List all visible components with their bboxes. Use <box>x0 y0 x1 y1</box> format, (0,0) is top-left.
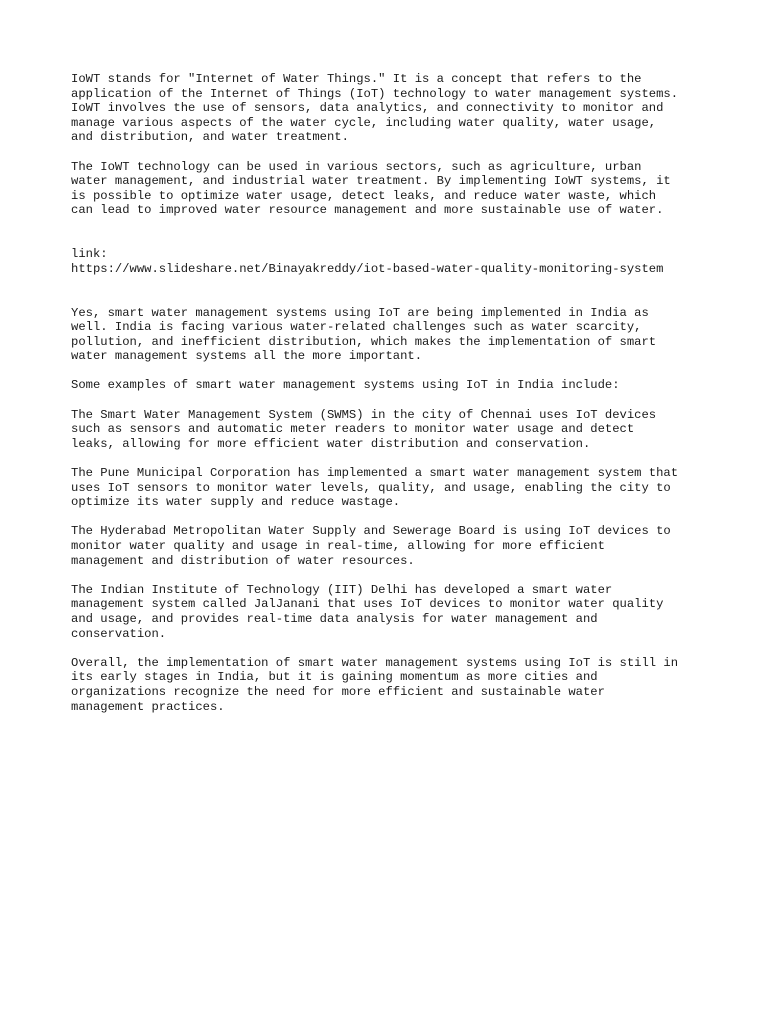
link-block <box>71 247 711 276</box>
spacer <box>71 291 711 306</box>
paragraph-iowt-definition: IoWT stands for "Internet of Water Things." It is a concept that refers to the application of the Internet of Things (IoT) technology to water management systems. IoWT involves the use of sensors, data analytics, and connectivity to monitor and manage various aspects of the water cycle, including water quality, water usage, and distribution, and water treatment. <box>71 72 679 145</box>
paragraph-hyderabad: The Hyderabad Metropolitan Water Supply and Sewerage Board is using IoT devices to monitor water quality and usage in real-time, allowing for more efficient management and distribution of water resources. <box>71 524 671 568</box>
spacer <box>71 233 711 248</box>
paragraph-examples-heading: Some examples of smart water management systems using IoT in India include: <box>71 378 620 393</box>
paragraph-india-intro: Yes, smart water management systems using IoT are being implemented in India as well. India is facing various water-related challenges such as water scarcity, pollution, and inefficient distribution, which makes the implementation of smart water management systems all the more important. <box>71 305 657 364</box>
paragraph-pune: The Pune Municipal Corporation has implemented a smart water management system that uses IoT sensors to monitor water levels, quality, and usage, enabling the city to optimize its water supply and reduce wastage. <box>71 466 679 510</box>
paragraph-overall: Overall, the implementation of smart water management systems using IoT is still in its early stages in India, but it is gaining momentum as more cities and organizations recognize the need for more efficient and sustainable water management practices. <box>71 655 679 714</box>
paragraph-iowt-uses: The IoWT technology can be used in various sectors, such as agriculture, urban water management, and industrial water treatment. By implementing IoWT systems, it is possible to optimize water usage, detect leaks, and reduce water waste, which can lead to improved water resource management and more sustainable use of water. <box>71 159 671 218</box>
paragraph-chennai-swms: The Smart Water Management System (SWMS) in the city of Chennai uses IoT devices such as sensors and automatic meter readers to monitor water usage and detect leaks, allowing for more efficient water distribution and conservation. <box>71 407 657 451</box>
slideshare-link[interactable]: https://www.slideshare.net/Binayakreddy/iot-based-water-quality-monitoring-system <box>71 261 664 276</box>
document-page <box>71 72 711 729</box>
link-label: link: <box>71 247 108 262</box>
paragraph-iit-delhi: The Indian Institute of Technology (IIT) Delhi has developed a smart water management system called JalJanani that uses IoT devices to monitor water quality and usage, and provides real-time data analysis for water management and conservation. <box>71 582 664 641</box>
